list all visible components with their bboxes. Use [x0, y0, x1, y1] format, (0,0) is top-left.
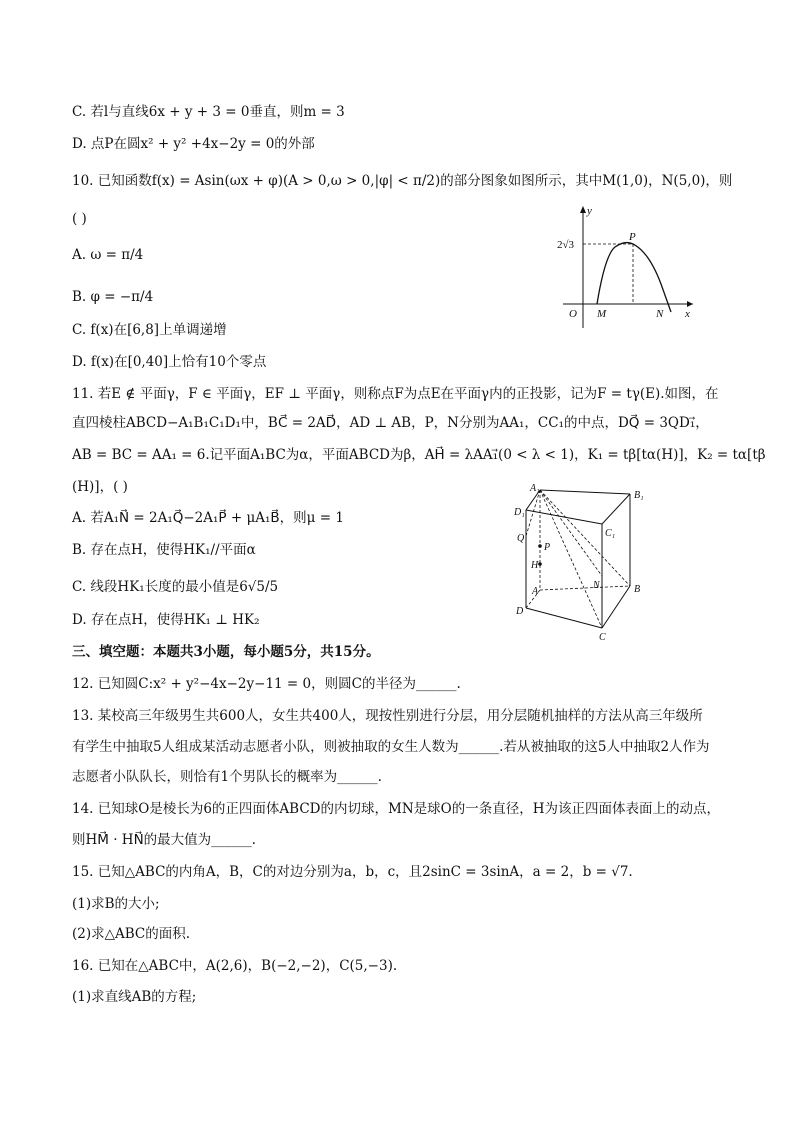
label-b1: B₁ [634, 490, 644, 501]
point-n-label: N [656, 308, 664, 320]
option-11c: C. 线段HK₁长度的最小值是6√5/5 [72, 579, 279, 595]
segment-a1-n [540, 490, 602, 576]
option-10a: A. ω = π/4 [72, 247, 144, 263]
question-11-line-1: 11. 若E ∉ 平面γ，F ∈ 平面γ，EF ⊥ 平面γ，则称点F为点E在平面γ内的正投影，记为F = tγ(E).如图，在 [72, 386, 719, 402]
peak-value-label: 2√3 [557, 239, 575, 251]
edge-c1-d1 [526, 510, 602, 524]
point-m-label: M [597, 308, 607, 320]
label-n: N [593, 580, 600, 591]
edge-b-c [602, 586, 630, 628]
question-16-stem: 16. 已知在△ABC中，A(2,6)，B(−2,−2)，C(5,−3). [72, 958, 398, 974]
question-10-blank: ( ) [72, 211, 87, 227]
edge-a-b [540, 586, 630, 590]
label-p: P [544, 542, 551, 553]
y-axis-arrow-icon [580, 206, 586, 213]
question-16-part-1: (1)求直线AB的方程; [72, 989, 197, 1005]
label-a1: A₁ [530, 483, 540, 494]
label-d1: D₁ [514, 507, 525, 518]
section-heading-fill-in: 三、填空题：本题共3小题，每小题5分，共15分。 [72, 644, 380, 660]
point-h-dot [538, 562, 542, 566]
label-h: H [531, 560, 539, 571]
question-11-line-4: (H)]，( ) [72, 479, 128, 495]
question-15-part-1: (1)求B的大小; [72, 896, 160, 912]
question-12: 12. 已知圆C:x² + y²−4x−2y−11 = 0，则圆C的半径为______. [72, 676, 461, 692]
x-axis-arrow-icon [687, 301, 693, 307]
question-13-line-1: 13. 某校高三年级男生共600人，女生共400人，现按性别进行分层，用分层随机抽样的方法从高三年级所 [72, 708, 703, 724]
question-11-line-3: AB = BC = AA₁ = 6.记平面A₁BC为α，平面ABCD为β，AH⃗ = λAA₁⃗(0 < λ < 1)，K₁ = tβ[tα(H)]，K₂ = tα[tβ [72, 447, 766, 463]
edge-b1-c1 [602, 494, 630, 524]
label-c1: C₁ [605, 528, 616, 539]
x-axis-label: x [685, 308, 690, 320]
label-a: A [532, 586, 539, 597]
option-11b: B. 存在点H，使得HK₁//平面α [72, 542, 256, 558]
question-11-line-2: 直四棱柱ABCD−A₁B₁C₁D₁中，BC⃗ = 2AD⃗，AD ⊥ AB，P，N分别为AA₁，CC₁的中点，DQ⃗ = 3QD₁⃗， [72, 415, 709, 431]
y-axis-label: y [587, 205, 592, 217]
option-9c: C. 若l与直线6x + y + 3 = 0垂直，则m = 3 [72, 104, 345, 120]
option-10d: D. f(x)在[0,40]上恰有10个零点 [72, 354, 267, 370]
option-10b: B. φ = −π/4 [72, 289, 154, 305]
point-p-label: P [629, 231, 636, 243]
label-q: Q [517, 533, 525, 544]
question-15-part-2: (2)求△ABC的面积. [72, 926, 191, 942]
option-10c: C. f(x)在[6,8]上单调递增 [72, 322, 227, 338]
prism-figure [508, 480, 658, 642]
sine-curve [597, 243, 671, 312]
label-b: B [634, 584, 641, 595]
question-15-stem: 15. 已知△ABC的内角A，B，C的对边分别为a，b，c，且2sinC = 3sinA，a = 2，b = √7. [72, 864, 633, 880]
question-13-line-2: 有学生中抽取5人组成某活动志愿者小队，则被抽取的女生人数为______.若从被抽取的这5人中抽取2人作为 [72, 739, 710, 755]
label-c: C [599, 632, 606, 642]
sine-graph-figure [545, 200, 700, 330]
point-p-dot [538, 544, 542, 548]
question-13-line-3: 志愿者小队队长，则恰有1个男队长的概率为______. [72, 769, 382, 785]
question-14-line-1: 14. 已知球O是棱长为6的正四面体ABCD的内切球，MN是球O的一条直径，H为该正四面体表面上的动点， [72, 801, 720, 817]
option-9d: D. 点P在圆x² + y² +4x−2y = 0的外部 [72, 136, 315, 152]
option-11a: A. 若A₁N⃗ = 2A₁Q⃗−2A₁P⃗ + μA₁B⃗，则μ = 1 [72, 510, 344, 526]
edge-c-d [526, 608, 602, 628]
question-14-line-2: 则HM⃗ · HN⃗的最大值为______. [72, 832, 256, 848]
segment-a1-c [540, 490, 602, 628]
label-d: D [516, 606, 524, 617]
edge-a1-b1 [540, 490, 630, 494]
question-10-stem: 10. 已知函数f(x) = Asin(ωx + φ)(A > 0,ω > 0,|φ| < π/2)的部分图象如图所示，其中M(1,0)，N(5,0)，则 [72, 173, 733, 189]
origin-label: O [569, 308, 577, 320]
segment-a1-q [526, 490, 540, 536]
option-11d: D. 存在点H，使得HK₁ ⊥ HK₂ [72, 612, 260, 628]
segment-a1-b [540, 490, 630, 586]
